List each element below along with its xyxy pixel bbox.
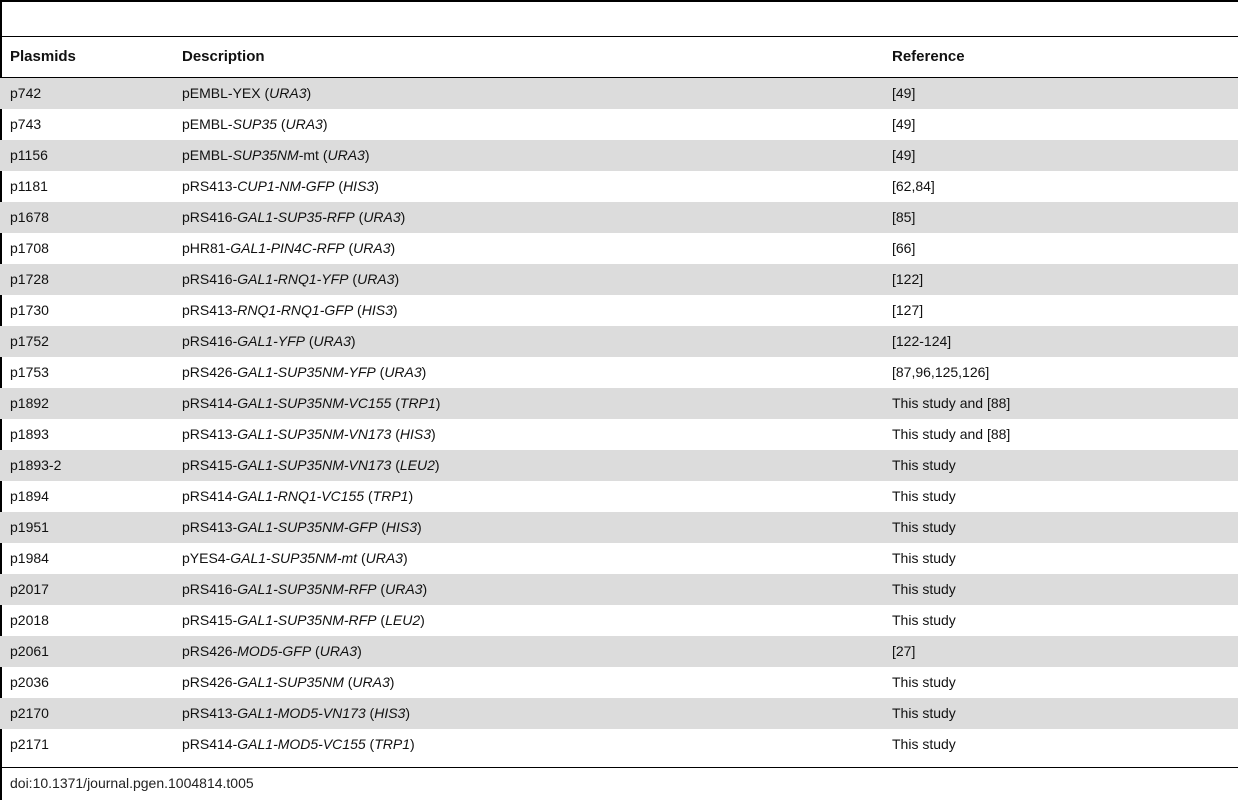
- description-cell: [182, 581, 427, 597]
- description-cell: [182, 271, 399, 287]
- reference-cell: This study: [892, 612, 956, 628]
- description-segment: ): [410, 736, 415, 752]
- plasmid-id-cell: p1730: [10, 302, 49, 318]
- plasmid-id-cell: p1893: [10, 426, 49, 442]
- reference-cell: [49]: [892, 147, 916, 163]
- plasmid-id-cell: p2170: [10, 705, 49, 721]
- description-segment: pHR81-: [182, 240, 231, 256]
- plasmid-id-cell: p1752: [10, 333, 49, 349]
- plasmid-id-cell: p1951: [10, 519, 49, 535]
- description-segment: ): [392, 302, 398, 318]
- table-row: [0, 698, 1238, 729]
- description-segment: (: [391, 457, 400, 473]
- description-segment: (: [304, 333, 314, 349]
- reference-cell: This study: [892, 550, 956, 566]
- plasmid-id-cell: p2036: [10, 674, 49, 690]
- description-segment: ): [350, 333, 356, 349]
- description-segment: pRS414-: [182, 488, 238, 504]
- description-segment: (: [377, 519, 386, 535]
- description-segment: pEMBL-YEX (: [182, 85, 270, 101]
- description-cell: [182, 736, 415, 752]
- description-segment: (: [365, 705, 375, 721]
- description-segment: pRS415-: [182, 457, 238, 473]
- description-segment: (: [376, 581, 386, 597]
- description-cell: [182, 674, 394, 690]
- description-segment: pRS426-: [182, 643, 238, 659]
- header-reference: Reference: [892, 48, 965, 65]
- description-segment: (: [365, 736, 375, 752]
- table-row: [0, 388, 1238, 419]
- description-segment: URA3: [353, 240, 391, 256]
- description-segment: pRS413-: [182, 302, 238, 318]
- description-segment: pRS416-: [182, 209, 238, 225]
- description-segment: TRP1: [399, 395, 436, 411]
- description-segment: (: [391, 395, 400, 411]
- table-row: [0, 202, 1238, 233]
- plasmid-id-cell: p1156: [10, 147, 48, 163]
- description-segment: HIS3: [361, 302, 393, 318]
- table-row: [0, 512, 1238, 543]
- table-caption-area: [2, 2, 1238, 36]
- reference-cell: This study and [88]: [892, 395, 1011, 411]
- reference-cell: [66]: [892, 240, 916, 256]
- description-segment: GAL1-YFP: [237, 333, 305, 349]
- description-segment: GAL1-SUP35NM-RFP: [237, 612, 377, 628]
- reference-cell: This study: [892, 519, 956, 535]
- description-segment: GAL1-MOD5-VN173: [237, 705, 366, 721]
- header-description: Description: [182, 48, 265, 65]
- reference-cell: [49]: [892, 116, 916, 132]
- description-segment: URA3: [365, 550, 403, 566]
- table-row: [0, 605, 1238, 636]
- table-row: [0, 140, 1238, 171]
- description-segment: GAL1-SUP35NM-YFP: [237, 364, 376, 380]
- reference-cell: [85]: [892, 209, 916, 225]
- plasmid-id-cell: p743: [10, 116, 42, 132]
- plasmid-id-cell: p1753: [10, 364, 49, 380]
- reference-cell: This study and [88]: [892, 426, 1011, 442]
- table-row: [0, 729, 1238, 760]
- plasmid-id-cell: p1708: [10, 240, 49, 256]
- plasmid-id-cell: p2061: [10, 643, 49, 659]
- description-cell: [182, 426, 436, 442]
- description-segment: URA3: [319, 643, 358, 659]
- description-segment: LEU2: [399, 457, 435, 473]
- description-segment: pEMBL-: [182, 116, 233, 132]
- description-segment: ): [402, 550, 408, 566]
- table-bottom-rule: [0, 767, 1238, 768]
- description-segment: HIS3: [385, 519, 417, 535]
- plasmid-id-cell: p1894: [10, 488, 49, 504]
- description-segment: ): [420, 612, 425, 628]
- table-row: [0, 636, 1238, 667]
- description-segment: ): [400, 209, 406, 225]
- plasmid-id-cell: p1181: [10, 178, 48, 194]
- description-segment: HIS3: [343, 178, 375, 194]
- table-row: [0, 233, 1238, 264]
- description-cell: [182, 333, 356, 349]
- reference-cell: [127]: [892, 302, 924, 318]
- description-segment: GAL1-SUP35NM-RFP: [237, 581, 377, 597]
- description-cell: [182, 302, 398, 318]
- plasmid-id-cell: p2018: [10, 612, 49, 628]
- description-segment: ): [389, 674, 395, 690]
- reference-cell: This study: [892, 581, 956, 597]
- description-cell: [182, 550, 408, 566]
- description-segment: ): [435, 395, 441, 411]
- plasmid-id-cell: p1984: [10, 550, 49, 566]
- description-segment: URA3: [352, 674, 390, 690]
- description-segment: CUP1-NM-GFP: [237, 178, 335, 194]
- table-row: [0, 419, 1238, 450]
- description-segment: pRS426-: [182, 674, 238, 690]
- description-segment: ): [306, 85, 312, 101]
- description-cell: [182, 364, 426, 380]
- description-segment: pRS414-: [182, 395, 238, 411]
- description-segment: ): [405, 705, 411, 721]
- description-segment: URA3: [285, 116, 323, 132]
- description-segment: URA3: [327, 147, 365, 163]
- plasmid-id-cell: p1893-2: [10, 457, 62, 473]
- description-segment: pRS413-: [182, 426, 238, 442]
- description-segment: pEMBL-: [182, 147, 233, 163]
- description-cell: [182, 395, 440, 411]
- description-segment: URA3: [357, 271, 395, 287]
- reference-cell: This study: [892, 736, 956, 752]
- description-segment: pYES4-: [182, 550, 231, 566]
- description-segment: ): [422, 581, 428, 597]
- description-segment: pRS416-: [182, 333, 238, 349]
- table-row: [0, 326, 1238, 357]
- table-row: [0, 171, 1238, 202]
- description-segment: (: [353, 302, 362, 318]
- description-segment: GAL1-SUP35NM: [237, 674, 344, 690]
- description-segment: GAL1-SUP35NM-mt: [230, 550, 358, 566]
- table-row: [0, 78, 1238, 109]
- description-cell: [182, 705, 410, 721]
- description-cell: [182, 240, 395, 256]
- description-segment: pRS414-: [182, 736, 238, 752]
- description-segment: GAL1-SUP35NM-GFP: [237, 519, 378, 535]
- table-header: [0, 37, 1238, 77]
- description-cell: [182, 116, 328, 132]
- description-cell: [182, 519, 422, 535]
- description-segment: ): [434, 457, 440, 473]
- description-segment: ): [357, 643, 362, 659]
- description-segment: (: [348, 271, 358, 287]
- table-row: [0, 481, 1238, 512]
- table-row: [0, 574, 1238, 605]
- description-segment: (: [344, 240, 354, 256]
- table-row: [0, 295, 1238, 326]
- description-segment: ): [417, 519, 422, 535]
- description-cell: [182, 457, 440, 473]
- plasmid-id-cell: p1892: [10, 395, 49, 411]
- description-cell: [182, 612, 425, 628]
- table-row: [0, 264, 1238, 295]
- description-segment: -mt (: [298, 147, 328, 163]
- reference-cell: [87,96,125,126]: [892, 364, 990, 380]
- description-segment: (: [354, 209, 364, 225]
- reference-cell: This study: [892, 705, 956, 721]
- plasmid-id-cell: p2171: [10, 736, 49, 752]
- description-cell: [182, 209, 405, 225]
- table-body: [0, 78, 1238, 760]
- description-segment: (: [375, 364, 385, 380]
- plasmid-id-cell: p2017: [10, 581, 49, 597]
- description-segment: pRS416-: [182, 271, 238, 287]
- reference-cell: [49]: [892, 85, 916, 101]
- description-segment: SUP35NM: [232, 147, 299, 163]
- reference-cell: This study: [892, 674, 956, 690]
- description-segment: HIS3: [374, 705, 406, 721]
- description-segment: ): [390, 240, 396, 256]
- description-cell: [182, 147, 370, 163]
- description-segment: ): [364, 147, 370, 163]
- description-segment: ): [322, 116, 328, 132]
- table-row: [0, 109, 1238, 140]
- table-row: [0, 543, 1238, 574]
- description-segment: (: [364, 488, 373, 504]
- description-segment: RNQ1-RNQ1-GFP: [237, 302, 354, 318]
- plasmid-id-cell: p742: [10, 85, 42, 101]
- table-row: [0, 357, 1238, 388]
- description-segment: ): [421, 364, 427, 380]
- description-segment: GAL1-SUP35NM-VN173: [237, 457, 392, 473]
- description-segment: (: [357, 550, 366, 566]
- description-segment: URA3: [363, 209, 401, 225]
- description-segment: GAL1-RNQ1-YFP: [237, 271, 349, 287]
- reference-cell: [62,84]: [892, 178, 935, 194]
- description-segment: (: [343, 674, 353, 690]
- description-segment: GAL1-SUP35NM-VC155: [237, 395, 392, 411]
- description-segment: (: [376, 612, 386, 628]
- reference-cell: This study: [892, 457, 956, 473]
- description-segment: HIS3: [399, 426, 432, 442]
- description-segment: URA3: [385, 581, 423, 597]
- description-segment: ): [431, 426, 436, 442]
- description-segment: ): [374, 178, 379, 194]
- description-segment: pRS415-: [182, 612, 238, 628]
- table-row: [0, 667, 1238, 698]
- description-segment: pRS413-: [182, 519, 238, 535]
- description-segment: LEU2: [385, 612, 421, 628]
- description-segment: MOD5-GFP: [237, 643, 312, 659]
- description-segment: ): [408, 488, 414, 504]
- doi-label[interactable]: doi:10.1371/journal.pgen.1004814.t005: [10, 775, 254, 791]
- description-segment: URA3: [384, 364, 422, 380]
- description-segment: pRS413-: [182, 178, 238, 194]
- header-plasmids: Plasmids: [10, 48, 76, 65]
- description-cell: [182, 643, 362, 659]
- description-segment: GAL1-SUP35-RFP: [237, 209, 355, 225]
- reference-cell: [27]: [892, 643, 916, 659]
- plasmid-id-cell: p1678: [10, 209, 49, 225]
- description-cell: [182, 488, 413, 504]
- description-segment: GAL1-SUP35NM-VN173: [237, 426, 392, 442]
- reference-cell: [122-124]: [892, 333, 952, 349]
- description-segment: pRS413-: [182, 705, 238, 721]
- description-segment: (: [311, 643, 320, 659]
- plasmid-id-cell: p1728: [10, 271, 49, 287]
- description-segment: URA3: [313, 333, 351, 349]
- description-segment: ): [394, 271, 400, 287]
- description-segment: TRP1: [374, 736, 411, 752]
- table-row: [0, 450, 1238, 481]
- description-segment: (: [391, 426, 400, 442]
- description-segment: pRS416-: [182, 581, 238, 597]
- description-segment: (: [334, 178, 344, 194]
- reference-cell: This study: [892, 488, 956, 504]
- description-segment: TRP1: [372, 488, 409, 504]
- description-segment: GAL1-MOD5-VC155: [237, 736, 366, 752]
- description-segment: GAL1-PIN4C-RFP: [230, 240, 345, 256]
- description-segment: SUP35: [232, 116, 277, 132]
- description-segment: (: [276, 116, 286, 132]
- description-segment: GAL1-RNQ1-VC155: [237, 488, 365, 504]
- reference-cell: [122]: [892, 271, 924, 287]
- description-segment: URA3: [269, 85, 307, 101]
- description-segment: pRS426-: [182, 364, 238, 380]
- description-cell: [182, 178, 379, 194]
- description-cell: [182, 85, 311, 101]
